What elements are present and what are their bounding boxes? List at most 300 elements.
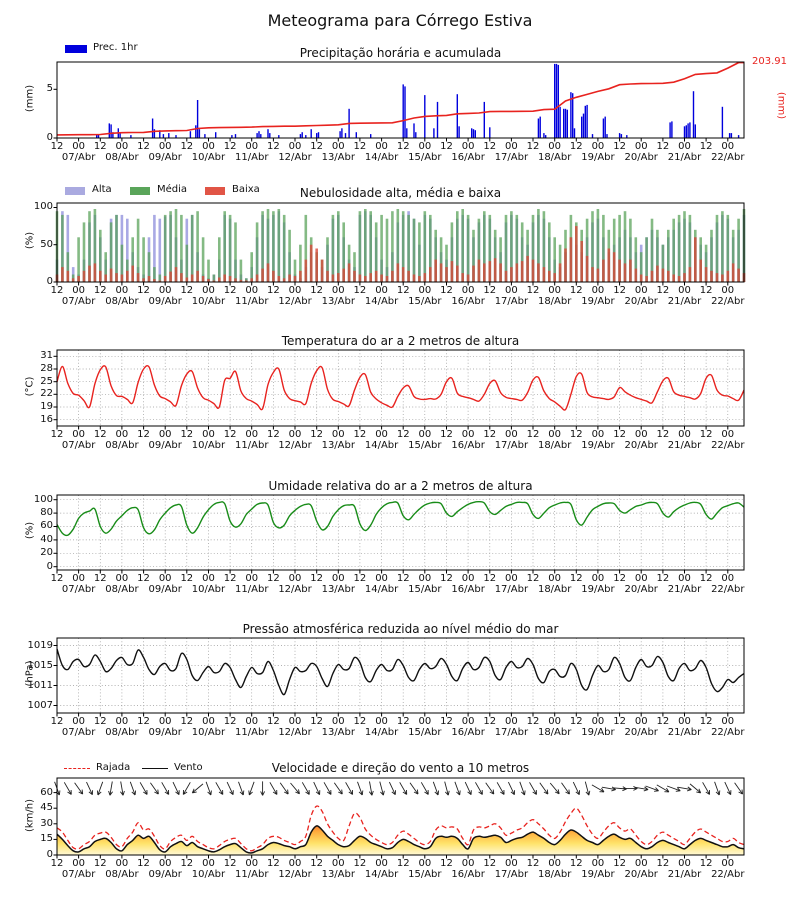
y-tick-label: 0 bbox=[46, 132, 53, 143]
precip-bars bbox=[96, 64, 739, 138]
x-hour-label: 00 bbox=[158, 858, 172, 869]
x-date-label: 13/Abr bbox=[321, 440, 355, 451]
x-hour-label: 12 bbox=[180, 858, 194, 869]
x-date-label: 18/Abr bbox=[537, 727, 572, 738]
x-hour-label: 00 bbox=[288, 573, 302, 584]
x-date-label: 14/Abr bbox=[364, 727, 399, 738]
x-hour-label: 00 bbox=[591, 573, 605, 584]
y-tick-label: 20 bbox=[40, 547, 53, 559]
x-hour-label: 00 bbox=[505, 573, 518, 584]
x-hour-label: 00 bbox=[245, 716, 259, 727]
x-hour-label: 12 bbox=[483, 716, 497, 727]
x-date-label: 07/Abr bbox=[61, 869, 96, 880]
pressure-plot bbox=[50, 638, 750, 718]
x-hour-label: 12 bbox=[526, 141, 540, 152]
x-hour-label: 12 bbox=[137, 141, 150, 152]
x-date-label: 10/Abr bbox=[191, 584, 226, 595]
x-date-label: 07/Abr bbox=[61, 440, 96, 451]
x-date-label: 16/Abr bbox=[451, 152, 485, 163]
x-date-label: 20/Abr bbox=[624, 727, 658, 738]
x-hour-label: 12 bbox=[137, 716, 150, 727]
x-hour-label: 12 bbox=[483, 858, 497, 869]
x-hour-label: 12 bbox=[613, 429, 626, 440]
x-date-label: 19/Abr bbox=[581, 296, 615, 307]
x-hour-label: 12 bbox=[440, 858, 453, 869]
y-tick-label: 100 bbox=[33, 493, 53, 505]
x-date-label: 15/Abr bbox=[408, 869, 442, 880]
clouds-title: Nebulosidade alta, média e baixa bbox=[299, 186, 502, 200]
wind-y-axis-label: (km/h) bbox=[24, 798, 36, 833]
x-hour-label: 00 bbox=[202, 429, 215, 440]
x-hour-label: 12 bbox=[50, 285, 64, 296]
x-date-label: 11/Abr bbox=[235, 152, 269, 163]
x-hour-label: 00 bbox=[418, 285, 432, 296]
x-hour-label: 00 bbox=[634, 429, 648, 440]
x-hour-label: 12 bbox=[310, 716, 323, 727]
x-date-label: 09/Abr bbox=[148, 727, 182, 738]
clouds-plot bbox=[50, 203, 750, 287]
x-hour-label: 00 bbox=[375, 141, 388, 152]
x-hour-label: 12 bbox=[526, 573, 540, 584]
x-hour-label: 12 bbox=[396, 858, 410, 869]
y-tick-label: 5 bbox=[46, 83, 53, 95]
x-date-label: 19/Abr bbox=[581, 584, 615, 595]
y-tick-label: 1019 bbox=[27, 639, 53, 651]
x-date-label: 16/Abr bbox=[451, 584, 485, 595]
x-date-label: 18/Abr bbox=[537, 296, 572, 307]
x-hour-label: 12 bbox=[699, 429, 713, 440]
x-hour-label: 12 bbox=[267, 285, 280, 296]
x-date-label: 12/Abr bbox=[278, 869, 312, 880]
x-date-label: 08/Abr bbox=[105, 869, 139, 880]
x-date-label: 16/Abr bbox=[451, 440, 485, 451]
x-date-label: 18/Abr bbox=[537, 152, 572, 163]
x-date-label: 17/Abr bbox=[494, 152, 529, 163]
y-tick-label: 28 bbox=[40, 363, 53, 374]
x-hour-label: 00 bbox=[72, 716, 85, 727]
x-hour-label: 00 bbox=[202, 285, 215, 296]
x-date-label: 13/Abr bbox=[321, 152, 355, 163]
x-hour-label: 00 bbox=[331, 858, 345, 869]
precip-legend-label: Prec. 1hr bbox=[93, 42, 138, 53]
x-hour-label: 00 bbox=[375, 858, 388, 869]
x-date-label: 18/Abr bbox=[537, 440, 572, 451]
x-hour-label: 00 bbox=[591, 141, 605, 152]
x-hour-label: 12 bbox=[180, 573, 194, 584]
x-date-label: 21/Abr bbox=[667, 152, 702, 163]
y-tick-label: 80 bbox=[40, 507, 53, 519]
accum-line bbox=[57, 63, 744, 135]
x-hour-label: 12 bbox=[310, 573, 323, 584]
x-hour-label: 12 bbox=[656, 573, 670, 584]
y-tick-label: 0 bbox=[46, 560, 53, 572]
x-date-label: 17/Abr bbox=[494, 296, 529, 307]
x-hour-label: 00 bbox=[72, 141, 85, 152]
x-date-label: 21/Abr bbox=[667, 440, 702, 451]
x-hour-label: 12 bbox=[50, 858, 64, 869]
x-date-label: 16/Abr bbox=[451, 869, 485, 880]
x-hour-label: 00 bbox=[461, 429, 475, 440]
x-hour-label: 12 bbox=[483, 573, 497, 584]
x-hour-label: 12 bbox=[440, 573, 453, 584]
x-hour-label: 00 bbox=[418, 573, 432, 584]
temperature-title: Temperatura do ar a 2 metros de altura bbox=[281, 334, 520, 348]
x-hour-label: 00 bbox=[115, 429, 129, 440]
x-hour-label: 00 bbox=[634, 285, 648, 296]
x-hour-label: 12 bbox=[613, 716, 626, 727]
x-hour-label: 00 bbox=[721, 573, 735, 584]
x-hour-label: 12 bbox=[50, 573, 64, 584]
x-hour-label: 12 bbox=[396, 573, 410, 584]
x-hour-label: 00 bbox=[678, 285, 691, 296]
x-hour-label: 12 bbox=[569, 716, 583, 727]
pressure-y-axis-label: (hPa) bbox=[24, 660, 36, 687]
x-hour-label: 12 bbox=[656, 285, 670, 296]
x-hour-label: 12 bbox=[353, 573, 367, 584]
x-hour-label: 12 bbox=[137, 429, 150, 440]
y-tick-label: 60 bbox=[40, 520, 53, 532]
x-hour-label: 12 bbox=[310, 429, 323, 440]
x-date-label: 17/Abr bbox=[494, 440, 529, 451]
x-hour-label: 12 bbox=[353, 141, 367, 152]
x-hour-label: 12 bbox=[656, 858, 670, 869]
x-hour-label: 00 bbox=[158, 573, 172, 584]
x-hour-label: 12 bbox=[699, 573, 713, 584]
temperature-y-axis-label: (°C) bbox=[24, 376, 36, 397]
x-date-label: 21/Abr bbox=[667, 584, 702, 595]
x-hour-label: 00 bbox=[72, 429, 85, 440]
x-date-label: 08/Abr bbox=[105, 440, 139, 451]
x-hour-label: 00 bbox=[115, 285, 129, 296]
cloud-alta-legend-label: Alta bbox=[92, 184, 112, 195]
x-hour-label: 00 bbox=[634, 858, 648, 869]
x-date-label: 11/Abr bbox=[235, 727, 269, 738]
x-hour-label: 12 bbox=[569, 429, 583, 440]
x-hour-label: 00 bbox=[72, 858, 85, 869]
y-tick-label: 16 bbox=[40, 413, 53, 425]
x-hour-label: 00 bbox=[461, 573, 475, 584]
x-date-label: 20/Abr bbox=[624, 584, 658, 595]
x-date-label: 22/Abr bbox=[711, 727, 745, 738]
x-date-label: 12/Abr bbox=[278, 296, 312, 307]
x-hour-label: 00 bbox=[721, 858, 735, 869]
wind-legend-label: Vento bbox=[174, 762, 203, 773]
x-date-label: 14/Abr bbox=[364, 869, 399, 880]
x-date-label: 10/Abr bbox=[191, 296, 226, 307]
x-hour-label: 00 bbox=[721, 716, 735, 727]
x-hour-label: 12 bbox=[613, 285, 626, 296]
x-hour-label: 12 bbox=[50, 429, 64, 440]
x-date-label: 19/Abr bbox=[581, 869, 615, 880]
x-hour-label: 00 bbox=[245, 285, 259, 296]
x-hour-label: 12 bbox=[396, 716, 410, 727]
humidity-title: Umidade relativa do ar a 2 metros de altura bbox=[268, 479, 533, 493]
precipitation-plot bbox=[50, 62, 750, 143]
x-date-label: 18/Abr bbox=[537, 869, 572, 880]
x-date-label: 12/Abr bbox=[278, 727, 312, 738]
x-hour-label: 00 bbox=[202, 573, 215, 584]
x-hour-label: 12 bbox=[699, 285, 713, 296]
x-hour-label: 00 bbox=[331, 573, 345, 584]
x-hour-label: 00 bbox=[548, 858, 562, 869]
temperature-line bbox=[57, 366, 744, 410]
x-date-label: 14/Abr bbox=[364, 152, 399, 163]
temperature-plot bbox=[50, 350, 750, 431]
x-date-label: 22/Abr bbox=[711, 152, 745, 163]
x-hour-label: 00 bbox=[721, 429, 735, 440]
y-tick-label: 45 bbox=[40, 802, 53, 814]
x-hour-label: 00 bbox=[418, 429, 432, 440]
accum-total-value: 203.91 bbox=[752, 56, 787, 67]
x-hour-label: 12 bbox=[440, 141, 453, 152]
y-tick-label: 1007 bbox=[27, 699, 53, 711]
x-date-label: 22/Abr bbox=[711, 869, 745, 880]
x-hour-label: 00 bbox=[245, 141, 259, 152]
x-date-label: 15/Abr bbox=[408, 584, 442, 595]
x-hour-label: 00 bbox=[158, 285, 172, 296]
x-hour-label: 12 bbox=[93, 858, 107, 869]
x-hour-label: 00 bbox=[634, 716, 648, 727]
x-hour-label: 12 bbox=[699, 858, 713, 869]
x-date-label: 20/Abr bbox=[624, 296, 658, 307]
x-hour-label: 00 bbox=[548, 573, 562, 584]
x-date-label: 11/Abr bbox=[235, 440, 269, 451]
x-hour-label: 00 bbox=[375, 429, 388, 440]
y-tick-label: 22 bbox=[40, 388, 53, 400]
x-hour-label: 12 bbox=[137, 285, 150, 296]
x-date-label: 15/Abr bbox=[408, 440, 442, 451]
x-date-label: 15/Abr bbox=[408, 727, 442, 738]
gust-legend-label: Rajada bbox=[96, 762, 131, 773]
x-hour-label: 12 bbox=[569, 285, 583, 296]
x-hour-label: 12 bbox=[223, 858, 237, 869]
x-date-label: 14/Abr bbox=[364, 296, 399, 307]
wind-legend-line bbox=[142, 768, 168, 769]
wind-title: Velocidade e direção do vento a 10 metros bbox=[271, 761, 530, 775]
x-date-label: 10/Abr bbox=[191, 869, 226, 880]
x-hour-label: 12 bbox=[526, 429, 540, 440]
x-hour-label: 12 bbox=[93, 141, 107, 152]
x-date-label: 21/Abr bbox=[667, 296, 702, 307]
x-hour-label: 12 bbox=[569, 573, 583, 584]
x-hour-label: 00 bbox=[548, 285, 562, 296]
x-date-label: 09/Abr bbox=[148, 296, 182, 307]
x-hour-label: 00 bbox=[721, 285, 735, 296]
x-date-label: 16/Abr bbox=[451, 296, 485, 307]
x-hour-label: 12 bbox=[569, 141, 583, 152]
x-hour-label: 00 bbox=[505, 858, 518, 869]
x-hour-label: 00 bbox=[288, 141, 302, 152]
x-hour-label: 12 bbox=[180, 429, 194, 440]
x-date-label: 13/Abr bbox=[321, 727, 355, 738]
x-hour-label: 12 bbox=[613, 573, 626, 584]
y-tick-label: 100 bbox=[33, 201, 53, 213]
x-hour-label: 12 bbox=[310, 858, 323, 869]
x-hour-label: 00 bbox=[331, 285, 345, 296]
x-hour-label: 12 bbox=[267, 573, 280, 584]
x-hour-label: 00 bbox=[678, 429, 691, 440]
x-date-label: 13/Abr bbox=[321, 296, 355, 307]
x-hour-label: 12 bbox=[180, 716, 194, 727]
y-tick-label: 40 bbox=[40, 533, 53, 545]
x-hour-label: 00 bbox=[634, 141, 648, 152]
x-hour-label: 00 bbox=[202, 141, 215, 152]
x-date-label: 08/Abr bbox=[105, 584, 139, 595]
x-date-label: 11/Abr bbox=[235, 584, 269, 595]
x-hour-label: 00 bbox=[331, 716, 345, 727]
x-hour-label: 12 bbox=[656, 716, 670, 727]
x-hour-label: 12 bbox=[137, 573, 150, 584]
x-hour-label: 00 bbox=[461, 716, 475, 727]
x-hour-label: 12 bbox=[267, 141, 280, 152]
x-date-label: 15/Abr bbox=[408, 296, 442, 307]
cloud-baixa-legend-swatch bbox=[205, 187, 225, 195]
x-date-label: 21/Abr bbox=[667, 869, 702, 880]
x-date-label: 09/Abr bbox=[148, 440, 182, 451]
x-hour-label: 00 bbox=[418, 716, 432, 727]
y-tick-label: 1015 bbox=[27, 659, 53, 671]
x-hour-label: 12 bbox=[223, 716, 237, 727]
page-title: Meteograma para Córrego Estiva bbox=[267, 11, 533, 30]
x-hour-label: 00 bbox=[158, 429, 172, 440]
y-tick-label: 19 bbox=[40, 401, 53, 412]
x-date-label: 13/Abr bbox=[321, 584, 355, 595]
x-hour-label: 12 bbox=[440, 285, 453, 296]
x-hour-label: 00 bbox=[202, 716, 215, 727]
x-date-label: 09/Abr bbox=[148, 152, 182, 163]
x-date-label: 12/Abr bbox=[278, 440, 312, 451]
x-date-label: 20/Abr bbox=[624, 440, 658, 451]
x-hour-label: 12 bbox=[223, 429, 237, 440]
x-date-label: 10/Abr bbox=[191, 727, 226, 738]
x-hour-label: 12 bbox=[656, 141, 670, 152]
x-hour-label: 12 bbox=[526, 716, 540, 727]
x-date-label: 22/Abr bbox=[711, 584, 745, 595]
x-hour-label: 00 bbox=[115, 716, 129, 727]
x-hour-label: 12 bbox=[50, 141, 64, 152]
x-hour-label: 12 bbox=[396, 285, 410, 296]
x-date-label: 09/Abr bbox=[148, 584, 182, 595]
x-hour-label: 12 bbox=[440, 716, 453, 727]
gust-legend-line bbox=[64, 768, 90, 769]
x-date-label: 18/Abr bbox=[537, 584, 572, 595]
x-hour-label: 00 bbox=[245, 429, 259, 440]
x-hour-label: 12 bbox=[396, 141, 410, 152]
x-date-label: 17/Abr bbox=[494, 727, 529, 738]
x-date-label: 16/Abr bbox=[451, 727, 485, 738]
x-hour-label: 00 bbox=[158, 141, 172, 152]
humidity-y-axis-label: (%) bbox=[24, 521, 36, 540]
x-hour-label: 00 bbox=[505, 285, 518, 296]
x-hour-label: 00 bbox=[115, 858, 129, 869]
x-date-label: 11/Abr bbox=[235, 296, 269, 307]
x-date-label: 22/Abr bbox=[711, 440, 745, 451]
clouds-y-axis-label: (%) bbox=[24, 231, 36, 250]
x-hour-label: 12 bbox=[699, 716, 713, 727]
x-hour-label: 12 bbox=[93, 429, 107, 440]
x-date-label: 12/Abr bbox=[278, 584, 312, 595]
x-date-label: 19/Abr bbox=[581, 727, 615, 738]
cloud-media-legend-swatch bbox=[130, 187, 150, 195]
x-hour-label: 12 bbox=[223, 573, 237, 584]
x-date-label: 08/Abr bbox=[105, 296, 139, 307]
x-hour-label: 00 bbox=[375, 573, 388, 584]
x-date-label: 21/Abr bbox=[667, 727, 702, 738]
x-date-label: 11/Abr bbox=[235, 869, 269, 880]
x-hour-label: 00 bbox=[288, 858, 302, 869]
precipitation-title: Precipitação horária e acumulada bbox=[299, 46, 502, 60]
x-hour-label: 00 bbox=[461, 141, 475, 152]
x-hour-label: 00 bbox=[245, 858, 259, 869]
x-hour-label: 12 bbox=[93, 285, 107, 296]
x-date-label: 07/Abr bbox=[61, 296, 96, 307]
x-hour-label: 12 bbox=[353, 716, 367, 727]
x-hour-label: 00 bbox=[591, 858, 605, 869]
x-hour-label: 00 bbox=[202, 858, 215, 869]
pressure-line bbox=[57, 649, 744, 695]
x-hour-label: 00 bbox=[548, 141, 562, 152]
y-tick-label: 1011 bbox=[27, 679, 53, 691]
x-hour-label: 00 bbox=[331, 141, 345, 152]
x-date-label: 13/Abr bbox=[321, 869, 355, 880]
x-hour-label: 12 bbox=[267, 716, 280, 727]
x-hour-label: 00 bbox=[461, 858, 475, 869]
x-hour-label: 12 bbox=[396, 429, 410, 440]
x-hour-label: 00 bbox=[678, 858, 691, 869]
x-hour-label: 12 bbox=[223, 141, 237, 152]
y-tick-label: 31 bbox=[40, 350, 53, 362]
x-hour-label: 00 bbox=[115, 141, 129, 152]
x-hour-label: 00 bbox=[288, 716, 302, 727]
x-hour-label: 00 bbox=[678, 716, 691, 727]
x-hour-label: 12 bbox=[526, 858, 540, 869]
x-hour-label: 12 bbox=[180, 285, 194, 296]
x-hour-label: 00 bbox=[418, 141, 432, 152]
x-hour-label: 00 bbox=[505, 429, 518, 440]
x-date-label: 17/Abr bbox=[494, 869, 529, 880]
x-date-label: 15/Abr bbox=[408, 152, 442, 163]
x-hour-label: 00 bbox=[548, 429, 562, 440]
pressure-title: Pressão atmosférica reduzida ao nível médio do mar bbox=[242, 622, 559, 636]
y-tick-label: 25 bbox=[40, 375, 53, 387]
cloud-alta-legend-swatch bbox=[65, 187, 85, 195]
x-hour-label: 00 bbox=[505, 716, 518, 727]
x-hour-label: 12 bbox=[656, 429, 670, 440]
x-hour-label: 12 bbox=[180, 141, 194, 152]
cloud-baixa-legend-label: Baixa bbox=[232, 184, 260, 195]
x-hour-label: 00 bbox=[505, 141, 518, 152]
precip-legend-swatch bbox=[65, 45, 87, 53]
y-tick-label: 60 bbox=[40, 786, 53, 798]
x-hour-label: 00 bbox=[548, 716, 562, 727]
x-hour-label: 00 bbox=[288, 429, 302, 440]
x-hour-label: 00 bbox=[591, 716, 605, 727]
x-hour-label: 12 bbox=[137, 858, 150, 869]
x-date-label: 19/Abr bbox=[581, 440, 615, 451]
x-hour-label: 12 bbox=[569, 858, 583, 869]
x-hour-label: 00 bbox=[72, 285, 85, 296]
x-hour-label: 00 bbox=[245, 573, 259, 584]
x-hour-label: 12 bbox=[50, 716, 64, 727]
x-hour-label: 12 bbox=[483, 285, 497, 296]
x-date-label: 07/Abr bbox=[61, 152, 96, 163]
x-hour-label: 00 bbox=[591, 285, 605, 296]
x-hour-label: 00 bbox=[721, 141, 735, 152]
y-tick-label: 15 bbox=[40, 833, 53, 845]
x-hour-label: 12 bbox=[353, 285, 367, 296]
y-tick-label: 0 bbox=[46, 849, 53, 860]
wind-direction-arrows bbox=[55, 781, 743, 795]
